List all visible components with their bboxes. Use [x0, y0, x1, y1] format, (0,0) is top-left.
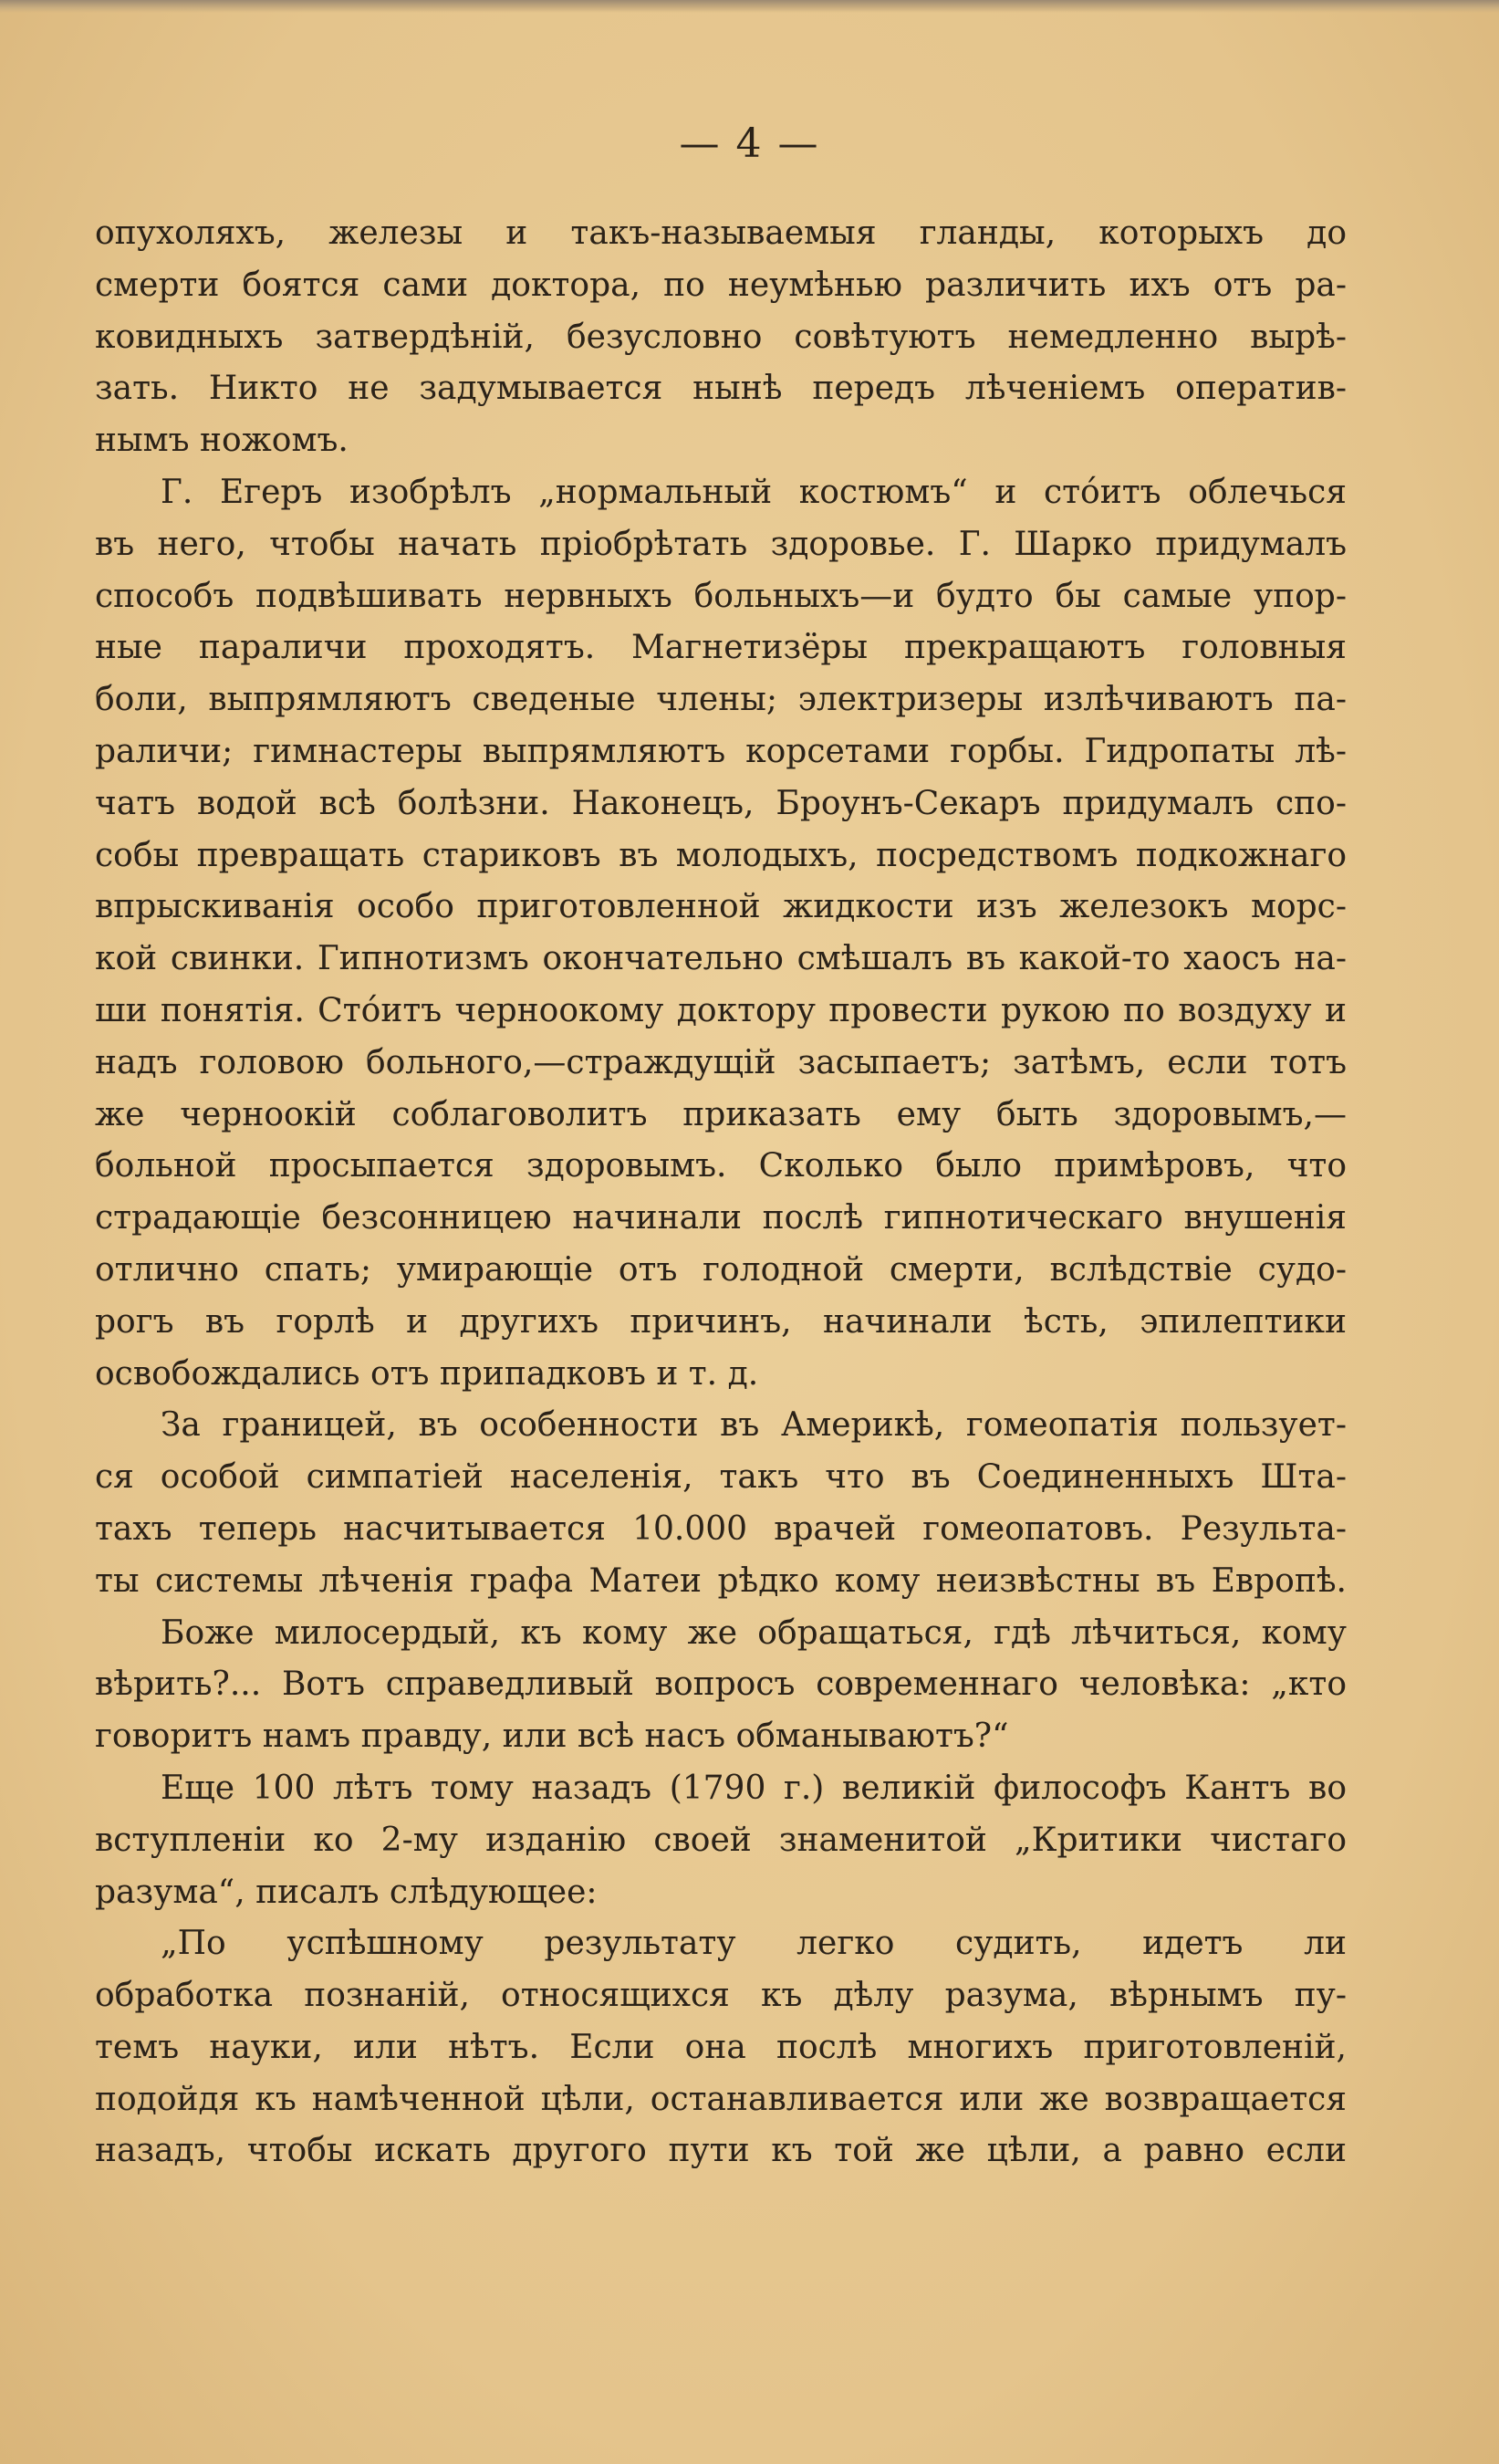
text-line: Г. Егеръ изобрѣлъ „нормальный костюмъ“ и стóитъ облечься — [161, 473, 1347, 511]
text-line: назадъ, чтобы искать другого пути къ той же цѣли, а равно если — [95, 2132, 1347, 2170]
text-line: „По успѣшному результату легко судить, идетъ ли — [161, 1925, 1347, 1963]
paragraph — [95, 1400, 1347, 1607]
text-line: темъ науки, или нѣтъ. Если она послѣ многихъ приготовленій, — [95, 2028, 1347, 2066]
page-top-edge — [0, 0, 1499, 13]
text-line: способъ подвѣшивать нервныхъ больныхъ—и будто бы самые упор- — [95, 577, 1347, 615]
text-line: рогъ въ горлѣ и другихъ причинъ, начинали ѣсть, эпилептики — [95, 1302, 1347, 1341]
text-line: ные параличи проходятъ. Магнетизёры прекращаютъ головныя — [95, 629, 1347, 667]
text-line: кой свинки. Гипнотизмъ окончательно смѣшалъ въ какой-то хаосъ на- — [95, 940, 1347, 978]
text-line: зать. Никто не задумывается нынѣ передъ лѣченіемъ оператив- — [95, 370, 1347, 408]
text-line: отлично спать; умирающіе отъ голодной смерти, вслѣдствіе судо- — [95, 1250, 1347, 1289]
text-line: ты системы лѣченія графа Матеи рѣдко кому неизвѣстны въ Европѣ. — [95, 1561, 1347, 1600]
page-number: — 4 — — [679, 120, 820, 167]
text-line: въ него, чтобы начать пріобрѣтать здоровье. Г. Шарко придумалъ — [95, 525, 1347, 563]
text-line: подойдя къ намѣченной цѣли, останавливается или же возвращается — [95, 2080, 1347, 2118]
text-line: впрыскиванія особо приготовленной жидкости изъ железокъ морс- — [95, 888, 1347, 926]
paragraph — [95, 467, 1347, 1400]
text-line: обработка познаній, относящихся къ дѣлу разума, вѣрнымъ пу- — [95, 1977, 1347, 2015]
paragraph — [95, 1763, 1347, 1918]
text-line: же черноокій соблаговолитъ приказать ему быть здоровымъ,— — [95, 1095, 1347, 1133]
text-line: ши понятія. Стóитъ черноокому доктору провести рукою по воздуху и — [95, 991, 1347, 1029]
text-line: ковидныхъ затвердѣній, безусловно совѣтуютъ немедленно вырѣ- — [95, 318, 1347, 356]
text-line: раличи; гимнастеры выпрямляютъ корсетами горбы. Гидропаты лѣ- — [95, 732, 1347, 770]
paragraph — [95, 1608, 1347, 1763]
text-line: Боже милосердый, къ кому же обращаться, гдѣ лѣчиться, кому — [161, 1613, 1347, 1652]
text-line: страдающіе безсонницею начинали послѣ гипнотическаго внушенія — [95, 1199, 1347, 1237]
text-line: За границей, въ особенности въ Америкѣ, гомеопатія пользует- — [161, 1406, 1347, 1445]
text-line: опухоляхъ, железы и такъ-называемыя гланды, которыхъ до — [95, 214, 1347, 252]
quotation-paragraph — [95, 1918, 1347, 2177]
text-line: вступленіи ко 2-му изданію своей знаменитой „Критики чистаго — [95, 1821, 1347, 1859]
text-line: нымъ ножомъ. — [95, 422, 349, 460]
text-line: освобождались отъ припадковъ и т. д. — [95, 1354, 759, 1393]
body-text — [95, 208, 1347, 2177]
paragraph — [95, 208, 1347, 467]
text-line: говоритъ намъ правду, или всѣ насъ обманываютъ?“ — [95, 1717, 1009, 1756]
text-line: тахъ теперь насчитывается 10.000 врачей гомеопатовъ. Результа- — [95, 1509, 1347, 1548]
text-line: смерти боятся сами доктора, по неумѣнью различить ихъ отъ ра- — [95, 266, 1347, 304]
text-line: больной просыпается здоровымъ. Сколько было примѣровъ, что — [95, 1147, 1347, 1185]
text-line: вѣрить?... Вотъ справедливый вопросъ современнаго человѣка: „кто — [95, 1665, 1347, 1704]
text-line: Еще 100 лѣтъ тому назадъ (1790 г.) великій философъ Кантъ во — [161, 1769, 1347, 1807]
text-line: надъ головою больного,—страждущій засыпаетъ; затѣмъ, если тотъ — [95, 1043, 1347, 1081]
text-line: чатъ водой всѣ болѣзни. Наконецъ, Броунъ-Секаръ придумалъ спо- — [95, 784, 1347, 822]
text-line: ся особой симпатіей населенія, такъ что въ Соединенныхъ Шта- — [95, 1458, 1347, 1497]
text-line: собы превращать стариковъ въ молодыхъ, посредствомъ подкожнаго — [95, 836, 1347, 874]
text-line: боли, выпрямляютъ сведеные члены; электризеры излѣчиваютъ па- — [95, 681, 1347, 719]
text-line: разума“, писалъ слѣдующее: — [95, 1873, 598, 1911]
